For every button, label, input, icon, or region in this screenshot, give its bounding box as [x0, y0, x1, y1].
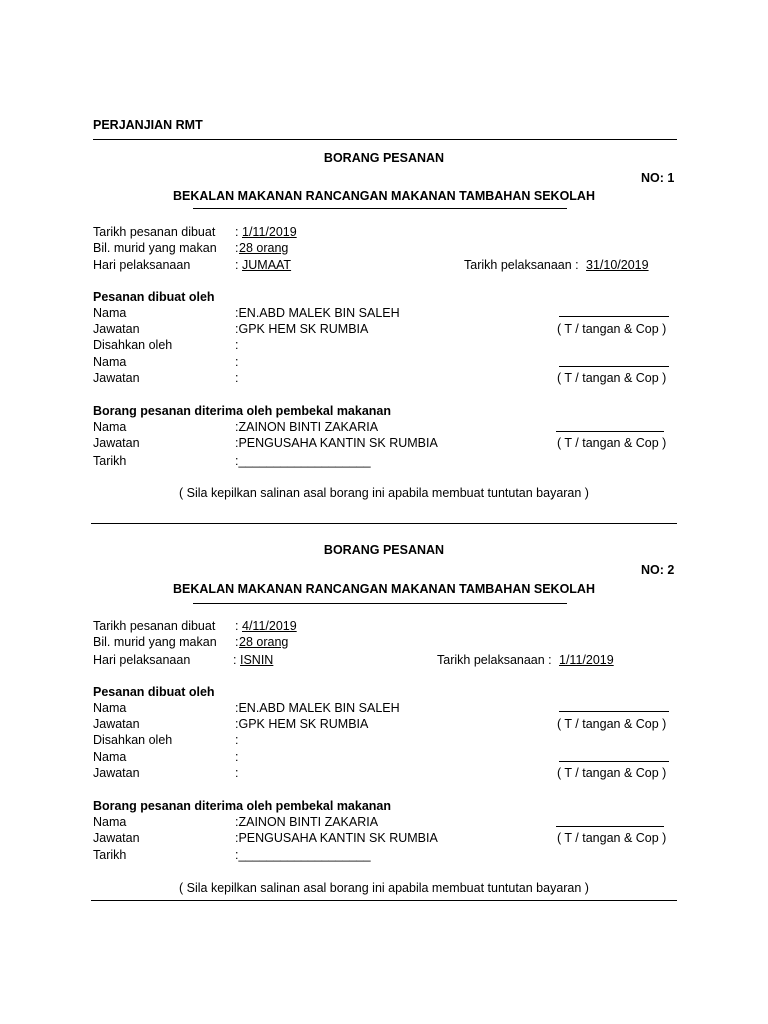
approved-by-label: Disahkan oleh: [93, 338, 173, 352]
form-separator: [91, 900, 677, 901]
implementation-date-value: 1/11/2019: [559, 653, 614, 667]
orderer-name-value: :EN.ABD MALEK BIN SALEH: [235, 701, 400, 715]
implementation-day-value: ISNIN: [240, 653, 274, 667]
orderer-position-label: Jawatan: [93, 322, 140, 336]
implementation-date-label: Tarikh pelaksanaan :: [437, 653, 552, 667]
form-subheading: BEKALAN MAKANAN RANCANGAN MAKANAN TAMBAHAN SEKOLAH: [173, 582, 595, 596]
supplier-name-value: :ZAINON BINTI ZAKARIA: [235, 815, 379, 829]
order-date-colon: :: [235, 225, 239, 239]
received-date-value: :___________________: [235, 454, 371, 468]
form-separator: [91, 523, 677, 524]
orderer-position-value: :GPK HEM SK RUMBIA: [235, 717, 369, 731]
order-date-value: 1/11/2019: [242, 225, 297, 239]
orderer-name-value: :EN.ABD MALEK BIN SALEH: [235, 306, 400, 320]
form-number: NO: 2: [641, 563, 675, 577]
student-count-label: Bil. murid yang makan: [93, 635, 217, 649]
approver-name-label: Nama: [93, 355, 127, 369]
signature-line: [559, 711, 669, 712]
signature-caption: ( T / tangan & Cop ): [557, 371, 667, 385]
signature-line: [556, 826, 664, 827]
implementation-day-colon: :: [233, 653, 237, 667]
implementation-day-label: Hari pelaksanaan: [93, 258, 191, 272]
supplier-name-label: Nama: [93, 420, 127, 434]
ordered-by-heading: Pesanan dibuat oleh: [93, 290, 215, 304]
received-by-heading: Borang pesanan diterima oleh pembekal makanan: [93, 404, 392, 418]
student-count-value: 28 orang: [239, 241, 289, 255]
title-rule: [93, 139, 677, 140]
subheading-rule: [193, 603, 567, 604]
implementation-day-colon: :: [235, 258, 239, 272]
received-date-value: :___________________: [235, 848, 371, 862]
received-date-label: Tarikh: [93, 848, 127, 862]
signature-caption: ( T / tangan & Cop ): [557, 831, 667, 845]
received-by-heading: Borang pesanan diterima oleh pembekal makanan: [93, 799, 392, 813]
approver-name-colon: :: [235, 750, 239, 764]
claim-note: ( Sila kepilkan salinan asal borang ini apabila membuat tuntutan bayaran ): [179, 881, 589, 895]
implementation-day-label: Hari pelaksanaan: [93, 653, 191, 667]
student-count-colon: :: [235, 241, 239, 255]
document-title: PERJANJIAN RMT: [93, 118, 203, 132]
supplier-name-value: :ZAINON BINTI ZAKARIA: [235, 420, 379, 434]
approver-position-colon: :: [235, 766, 239, 780]
approver-position-label: Jawatan: [93, 766, 140, 780]
form-subheading: BEKALAN MAKANAN RANCANGAN MAKANAN TAMBAHAN SEKOLAH: [173, 189, 595, 203]
ordered-by-heading: Pesanan dibuat oleh: [93, 685, 215, 699]
signature-line: [559, 316, 669, 317]
signature-line: [556, 431, 664, 432]
signature-caption: ( T / tangan & Cop ): [557, 717, 667, 731]
supplier-position-label: Jawatan: [93, 436, 140, 450]
signature-caption: ( T / tangan & Cop ): [557, 436, 667, 450]
order-date-label: Tarikh pesanan dibuat: [93, 225, 216, 239]
orderer-position-value: :GPK HEM SK RUMBIA: [235, 322, 369, 336]
implementation-date-value: 31/10/2019: [586, 258, 649, 272]
student-count-colon: :: [235, 635, 239, 649]
claim-note: ( Sila kepilkan salinan asal borang ini apabila membuat tuntutan bayaran ): [179, 486, 589, 500]
orderer-name-label: Nama: [93, 306, 127, 320]
order-date-colon: :: [235, 619, 239, 633]
approver-position-colon: :: [235, 371, 239, 385]
received-date-label: Tarikh: [93, 454, 127, 468]
implementation-day-value: JUMAAT: [242, 258, 292, 272]
form-heading: BORANG PESANAN: [323, 543, 445, 557]
subheading-rule: [193, 208, 567, 209]
order-date-label: Tarikh pesanan dibuat: [93, 619, 216, 633]
student-count-value: 28 orang: [239, 635, 289, 649]
signature-caption: ( T / tangan & Cop ): [557, 766, 667, 780]
form-heading: BORANG PESANAN: [323, 151, 445, 165]
student-count-label: Bil. murid yang makan: [93, 241, 217, 255]
approver-position-label: Jawatan: [93, 371, 140, 385]
signature-line: [559, 761, 669, 762]
supplier-position-value: :PENGUSAHA KANTIN SK RUMBIA: [235, 436, 438, 450]
supplier-position-label: Jawatan: [93, 831, 140, 845]
approved-by-colon: :: [235, 338, 239, 352]
signature-line: [559, 366, 669, 367]
form-number: NO: 1: [641, 171, 675, 185]
approved-by-label: Disahkan oleh: [93, 733, 173, 747]
order-date-value: 4/11/2019: [242, 619, 297, 633]
approved-by-colon: :: [235, 733, 239, 747]
supplier-name-label: Nama: [93, 815, 127, 829]
orderer-position-label: Jawatan: [93, 717, 140, 731]
approver-name-label: Nama: [93, 750, 127, 764]
approver-name-colon: :: [235, 355, 239, 369]
signature-caption: ( T / tangan & Cop ): [557, 322, 667, 336]
implementation-date-label: Tarikh pelaksanaan :: [464, 258, 579, 272]
orderer-name-label: Nama: [93, 701, 127, 715]
supplier-position-value: :PENGUSAHA KANTIN SK RUMBIA: [235, 831, 438, 845]
